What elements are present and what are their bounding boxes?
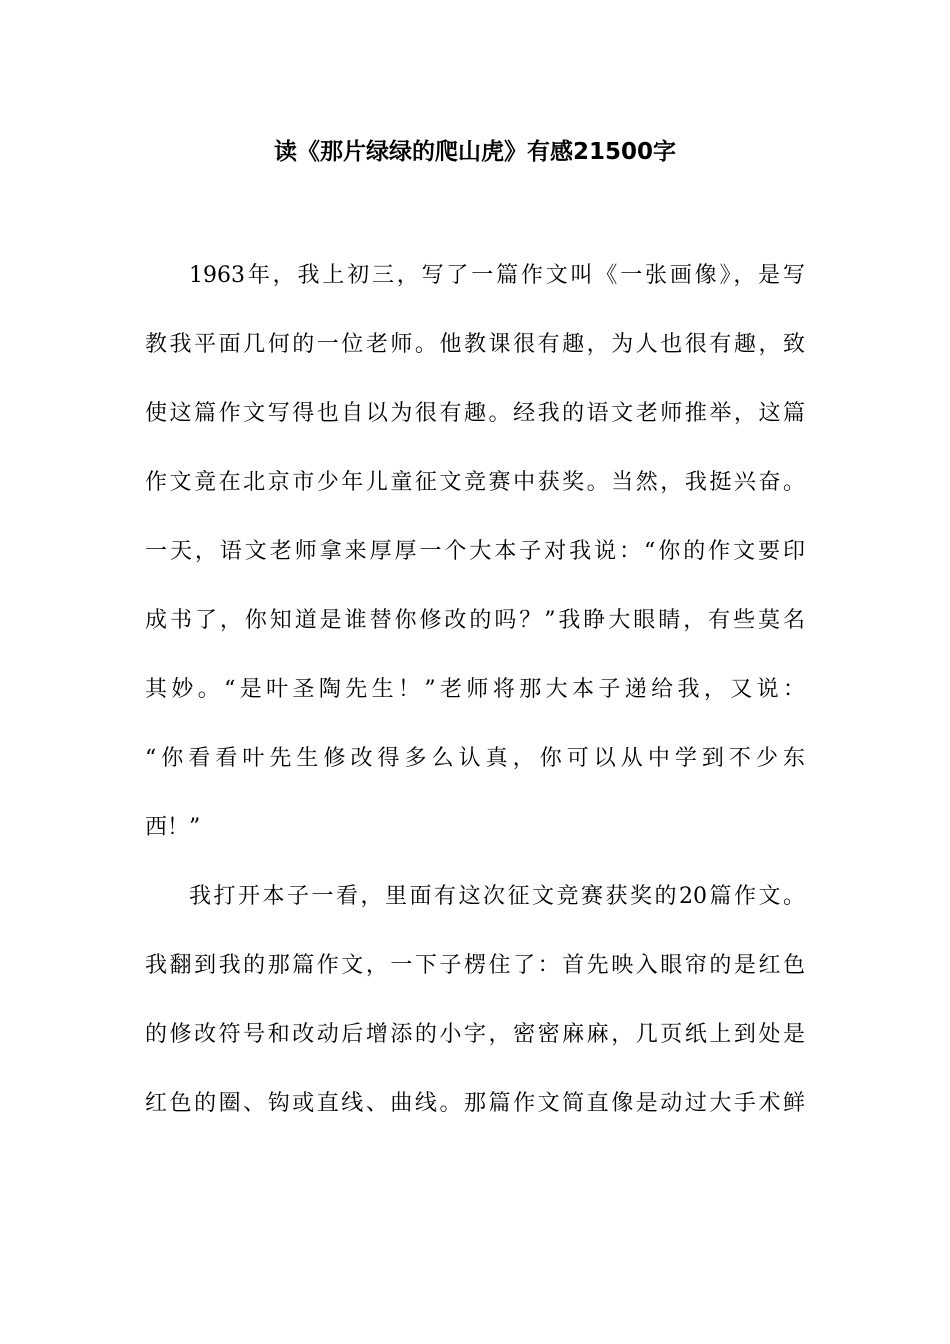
text-line: “你看看叶先生修改得多么认真，你可以从中学到不少东 — [145, 746, 805, 771]
text-line: 我打开本子一看，里面有这次征文竞赛获奖的20篇作文。 — [189, 884, 805, 909]
text-line: 一天，语文老师拿来厚厚一个大本子对我说：“你的作文要印 — [145, 539, 805, 564]
text-line: 的修改符号和改动后增添的小字，密密麻麻，几页纸上到处是 — [145, 1022, 805, 1047]
text-line: 使这篇作文写得也自以为很有趣。经我的语文老师推举，这篇 — [145, 401, 805, 426]
text-line: 其妙。“是叶圣陶先生！”老师将那大本子递给我，又说： — [145, 677, 805, 702]
document-body — [145, 260, 805, 1157]
text-line: 我翻到我的那篇作文，一下子楞住了：首先映入眼帘的是红色 — [145, 953, 805, 978]
text-line: 成书了，你知道是谁替你修改的吗？”我睁大眼睛，有些莫名 — [145, 608, 805, 633]
text-line: 1963年，我上初三，写了一篇作文叫《一张画像》，是写 — [189, 263, 805, 288]
text-line: 教我平面几何的一位老师。他教课很有趣，为人也很有趣，致 — [145, 332, 805, 357]
text-line: 西！” — [145, 815, 201, 840]
text-line: 红色的圈、钩或直线、曲线。那篇作文简直像是动过大手术鲜 — [145, 1091, 805, 1116]
document-title: 读《那片绿绿的爬山虎》有感21500字 — [273, 139, 677, 165]
text-line: 作文竟在北京市少年儿童征文竞赛中获奖。当然，我挺兴奋。 — [145, 470, 805, 495]
